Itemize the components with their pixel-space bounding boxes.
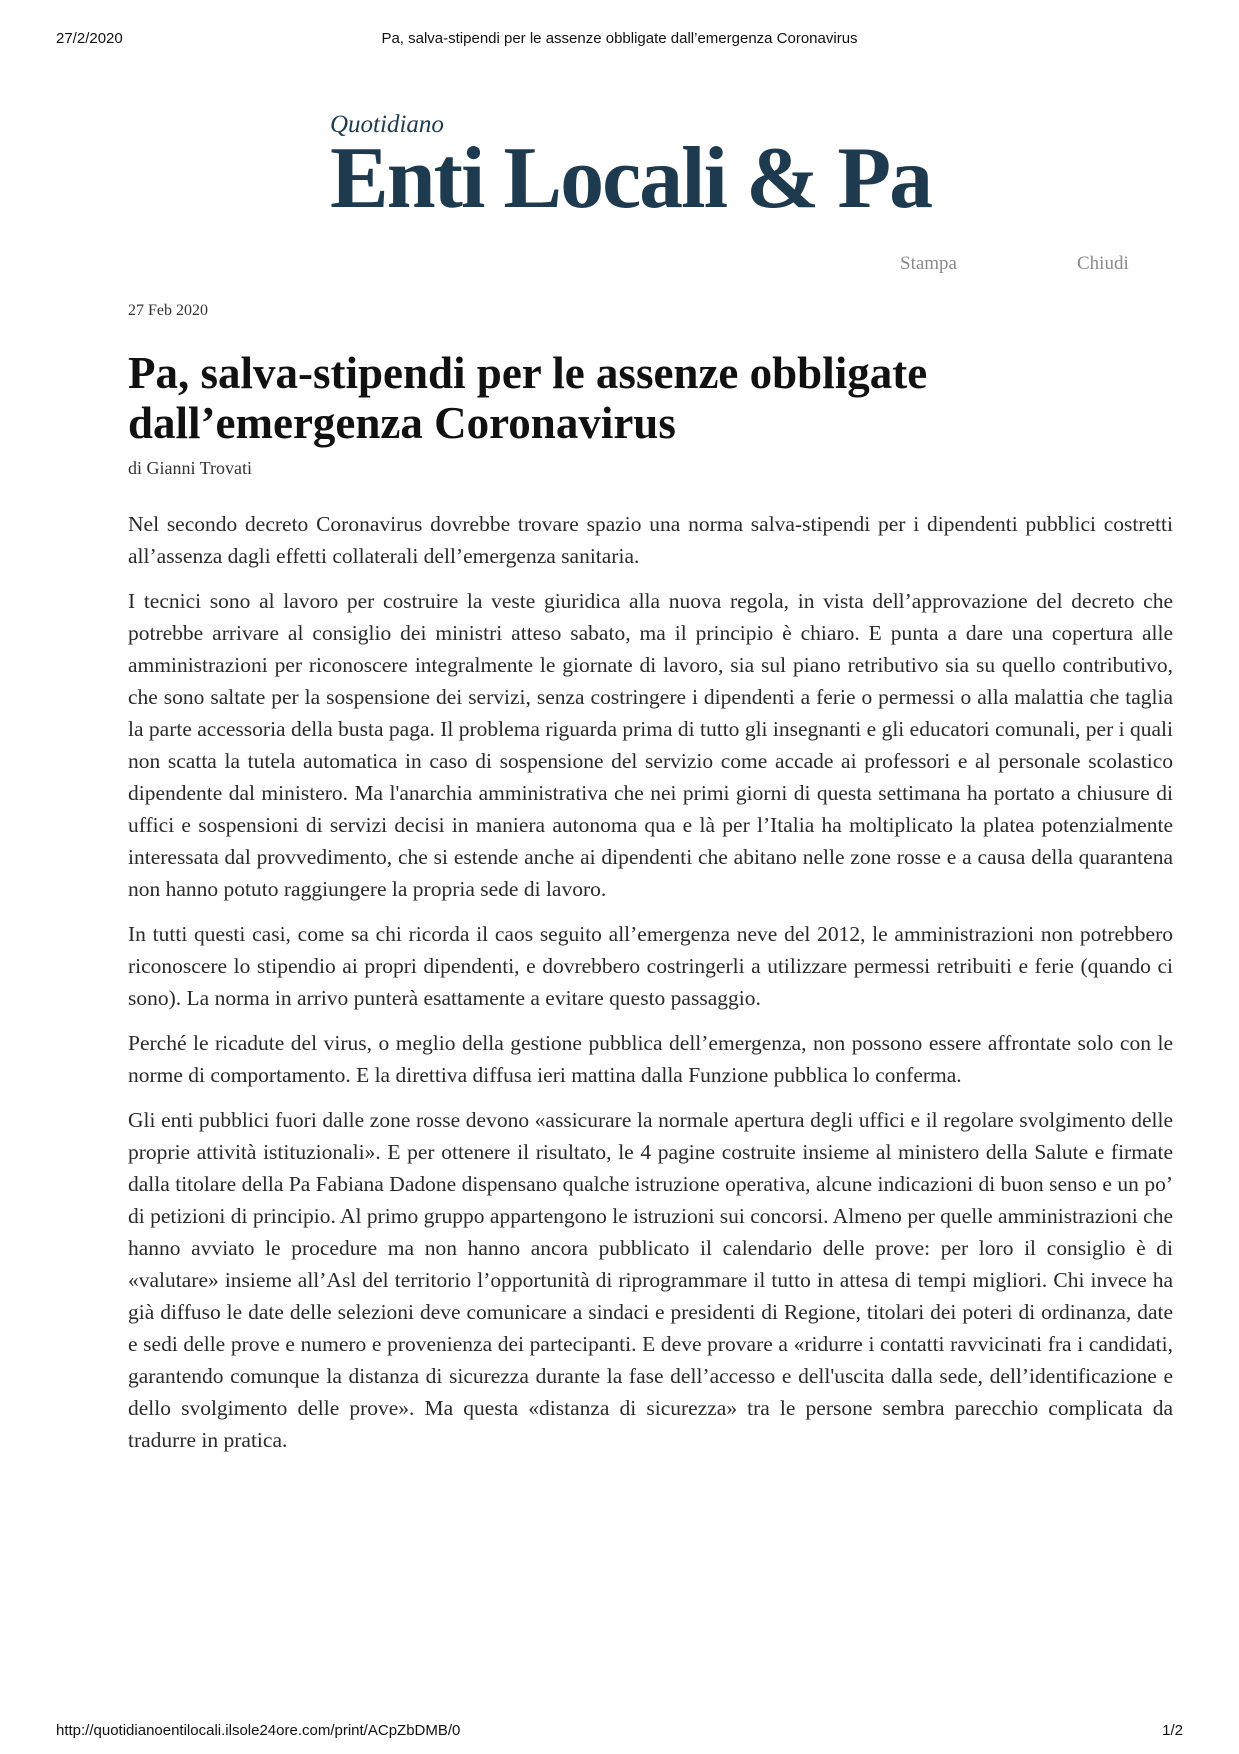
paragraph: In tutti questi casi, come sa chi ricorda il caos seguito all’emergenza neve del 2012, le amministrazioni non potrebbero riconoscere lo stipendio ai propri dipendenti, e dovrebbero costringerli a utilizzare permessi retribuiti e ferie (quando ci sono). La norma in arrivo punterà esattamente a evitare questo passaggio.	[128, 922, 1173, 1010]
article-body	[128, 508, 1173, 1469]
page-number: 1/2	[1162, 1722, 1183, 1739]
print-date: 27/2/2020	[56, 30, 123, 47]
masthead-small: Quotidiano	[330, 111, 444, 138]
paragraph: Gli enti pubblici fuori dalle zone rosse devono «assicurare la normale apertura degli uffici e il regolare svolgimento delle proprie attività istituzionali». E per ottenere il risultato, le 4 pagine costruite insieme al ministero della Salute e firmate dalla titolare della Pa Fabiana Dadone dispensano qualche istruzione operativa, alcune indicazioni di buon senso e un po’ di petizioni di principio. Al primo gruppo appartengono le istruzioni sui concorsi. Almeno per quelle amministrazioni che hanno avviato le procedure ma non hanno ancora pubblicato il calendario delle prove: per loro il consiglio è di «valutare» insieme all’Asl del territorio l’opportunità di riprogrammare il tutto in attesa di tempi migliori. Chi invece ha già diffuso le date delle selezioni deve comunicare a sindaci e presidenti di Regione, titolari dei poteri di ordinanza, date e sedi delle prove e numero e provenienza dei partecipanti. E deve provare a «ridurre i contatti ravvicinati fra i candidati, garantendo comunque la distanza di sicurezza durante la fase dell’accesso e dell'uscita dalla sede, dell’identificazione e dello svolgimento delle prove». Ma questa «distanza di sicurezza» tra le persone sembra parecchio complicata da tradurre in pratica.	[128, 1108, 1173, 1452]
paragraph: Perché le ricadute del virus, o meglio della gestione pubblica dell’emergenza, non possono essere affrontate solo con le norme di comportamento. E la direttiva diffusa ieri mattina dalla Funzione pubblica lo conferma.	[128, 1031, 1173, 1087]
print-link[interactable]: Stampa	[900, 253, 957, 274]
masthead-big: Enti Locali & Pa	[330, 130, 932, 227]
headline-line-1: Pa, salva-stipendi per le assenze obbligate	[128, 348, 928, 398]
article-date: 27 Feb 2020	[128, 302, 208, 319]
print-url: http://quotidianoentilocali.ilsole24ore.com/print/ACpZbDMB/0	[56, 1722, 461, 1739]
masthead-logo	[330, 111, 950, 227]
paragraph: I tecnici sono al lavoro per costruire la veste giuridica alla nuova regola, in vista dell’approvazione del decreto che potrebbe arrivare al consiglio dei ministri atteso sabato, ma il principio è chiaro. E punta a dare una copertura alle amministrazioni per riconoscere integralmente le giornate di lavoro, sia sul piano retributivo sia su quello contributivo, che sono saltate per la sospensione dei servizi, senza costringere i dipendenti a ferie o permessi o alla malattia che taglia la parte accessoria della busta paga. Il problema riguarda prima di tutto gli insegnanti e gli educatori comunali, per i quali non scatta la tutela automatica in caso di sospensione del servizio come accade ai professori e al personale scolastico dipendente dal ministero. Ma l'anarchia amministrativa che nei primi giorni di questa settimana ha portato a chiusure di uffici e sospensioni di servizi decisi in maniera autonoma qua e là per l’Italia ha moltiplicato la platea potenzialmente interessata dal provvedimento, che si estende anche ai dipendenti che abitano nelle zone rosse e a causa della quarantena non hanno potuto raggiungere la propria sede di lavoro.	[128, 589, 1173, 901]
article-headline	[128, 348, 1128, 448]
print-page-title: Pa, salva-stipendi per le assenze obbligate dall’emergenza Coronavirus	[381, 30, 858, 47]
close-link[interactable]: Chiudi	[1077, 253, 1129, 274]
article-byline: di Gianni Trovati	[128, 458, 253, 478]
paragraph: Nel secondo decreto Coronavirus dovrebbe trovare spazio una norma salva-stipendi per i dipendenti pubblici costretti all’assenza dagli effetti collaterali dell’emergenza sanitaria.	[128, 512, 1173, 568]
headline-line-2: dall’emergenza Coronavirus	[128, 398, 676, 448]
